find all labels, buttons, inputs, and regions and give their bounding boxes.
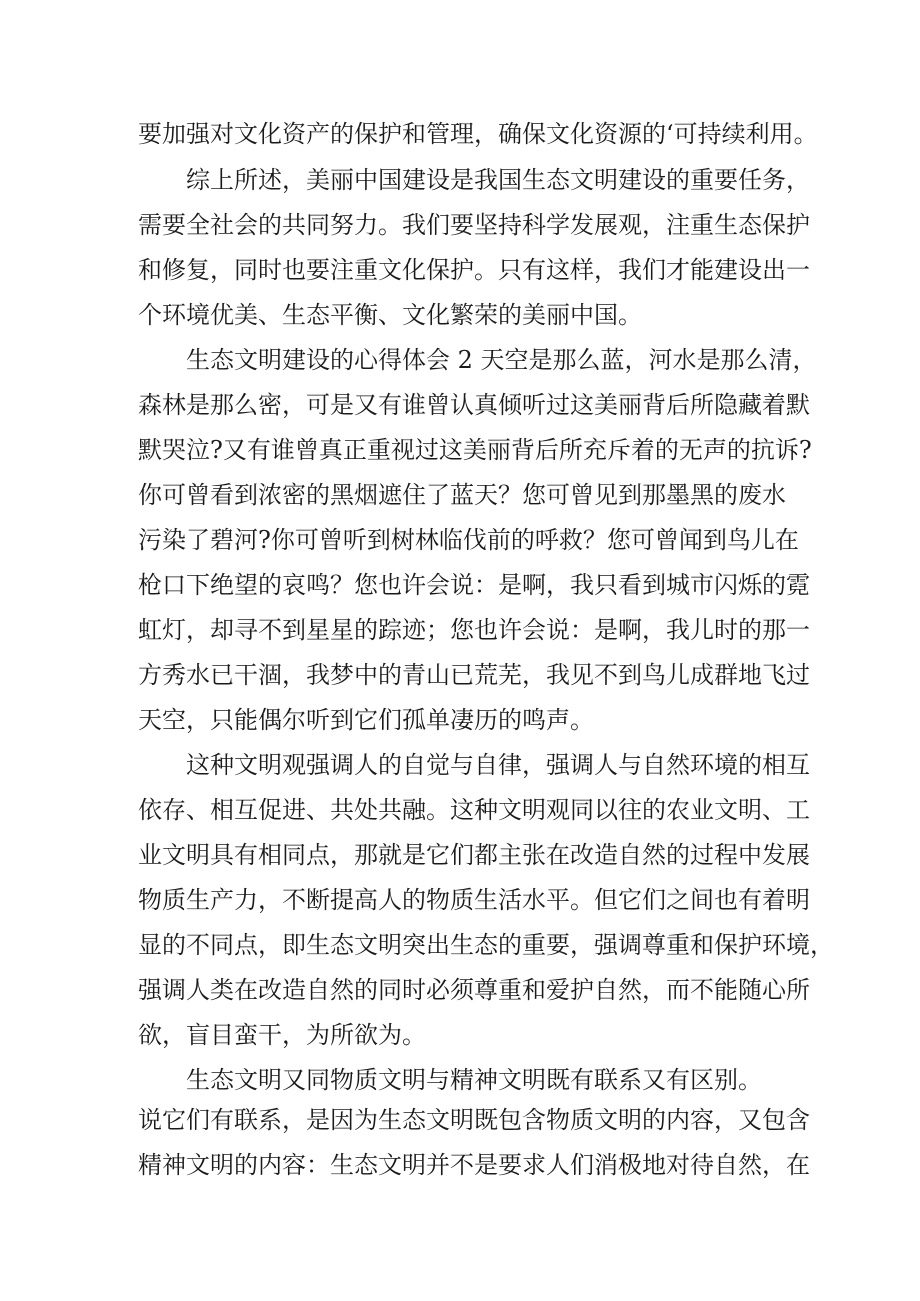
text-line: 默哭泣?又有谁曾真正重视过这美丽背后所充斥着的无声的抗诉? — [138, 436, 812, 464]
text-line: 方秀水已干涸，我梦中的青山已荒芜，我见不到鸟儿成群地飞过 — [138, 661, 810, 689]
text-line: 你可曾看到浓密的黑烟遮住了蓝天？您可曾见到那墨黑的废水 — [138, 481, 786, 509]
paragraph-first-line: 综上所述，美丽中国建设是我国生态文明建设的重要任务， — [186, 166, 810, 194]
text-line: 和修复，同时也要注重文化保护。只有这样，我们才能建设出一 — [138, 256, 810, 284]
text-line: 显的不同点，即生态文明突出生态的重要，强调尊重和保护环境， — [138, 931, 834, 959]
paragraph-first-line: 生态文明又同物质文明与精神文明既有联系又有区别。 — [186, 1066, 762, 1094]
text-line: 个环境优美、生态平衡、文化繁荣的美丽中国。 — [138, 301, 642, 329]
paragraph-first-line: 生态文明建设的心得体会 2 天空是那么蓝，河水是那么清， — [186, 346, 817, 374]
text-line: 物质生产力，不断提高人的物质生活水平。但它们之间也有着明 — [138, 886, 810, 914]
text-line: 精神文明的内容：生态文明并不是要求人们消极地对待自然，在 — [138, 1151, 810, 1179]
text-line: 污染了碧河?你可曾听到树林临伐前的呼救？您可曾闻到鸟儿在 — [138, 526, 799, 554]
paragraph-first-line: 这种文明观强调人的自觉与自律，强调人与自然环境的相互 — [186, 751, 810, 779]
text-line: 天空，只能偶尔听到它们孤单凄历的鸣声。 — [138, 706, 594, 734]
text-line: 要加强对文化资产的保护和管理，确保文化资源的‘可持续利用。 — [138, 120, 818, 148]
text-line: 说它们有联系，是因为生态文明既包含物质文明的内容，又包含 — [138, 1106, 810, 1134]
text-line: 虹灯，却寻不到星星的踪迹；您也许会说：是啊，我儿时的那一 — [138, 616, 810, 644]
text-line: 需要全社会的共同努力。我们要坚持科学发展观，注重生态保护 — [138, 211, 810, 239]
text-line: 欲，盲目蛮干，为所欲为。 — [138, 1021, 426, 1049]
text-line: 森林是那么密，可是又有谁曾认真倾听过这美丽背后所隐藏着默 — [138, 391, 810, 419]
text-line: 强调人类在改造自然的同时必须尊重和爱护自然，而不能随心所 — [138, 976, 810, 1004]
text-line: 业文明具有相同点，那就是它们都主张在改造自然的过程中发展 — [138, 841, 810, 869]
text-line: 枪口下绝望的哀鸣？您也许会说：是啊，我只看到城市闪烁的霓 — [138, 571, 810, 599]
text-line: 依存、相互促进、共处共融。这种文明观同以往的农业文明、工 — [138, 796, 810, 824]
